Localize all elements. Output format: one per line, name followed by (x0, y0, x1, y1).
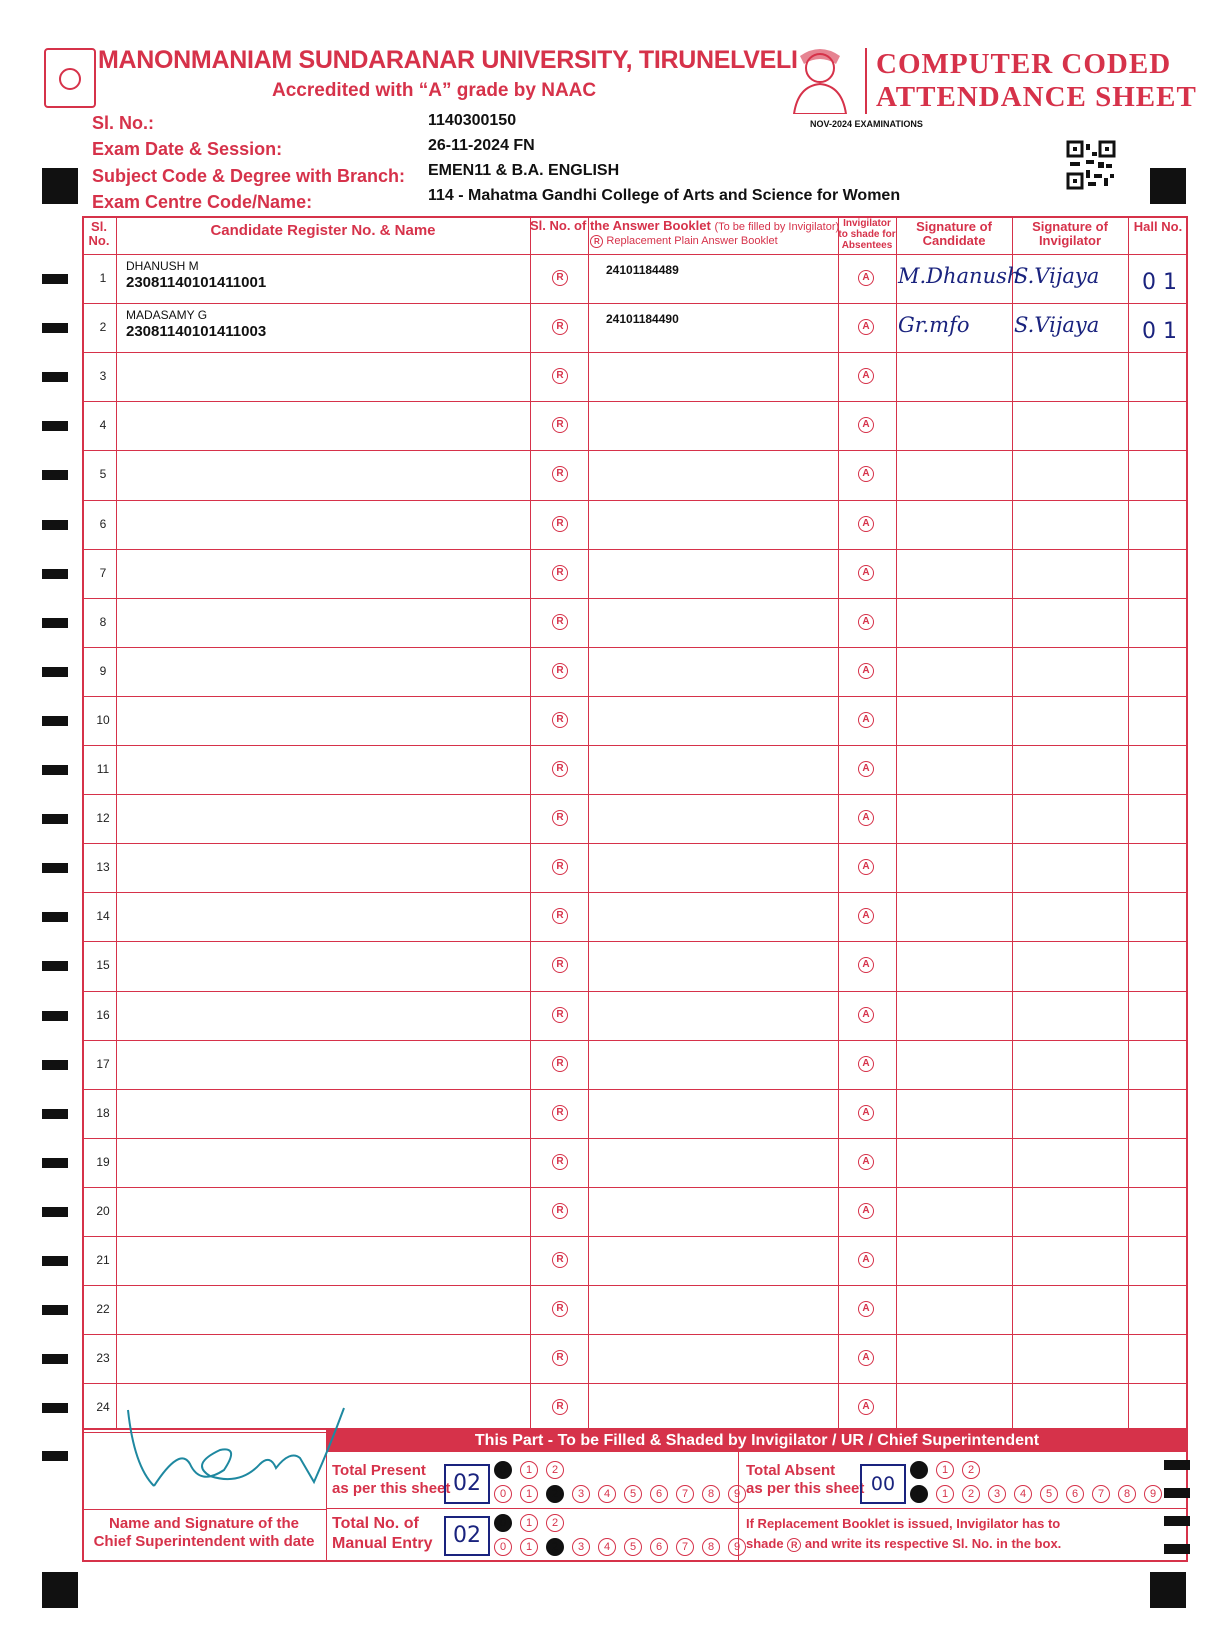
replacement-r-mark[interactable]: R (552, 761, 568, 777)
table-column-divider (838, 216, 839, 1430)
table-column-divider (1128, 216, 1129, 1430)
table-row-divider (82, 1138, 1188, 1139)
row-sl-number: 11 (96, 762, 110, 776)
row-sl-number: 3 (99, 369, 107, 383)
subject-label: Subject Code & Degree with Branch: (92, 166, 406, 186)
table-row-divider (82, 991, 1188, 992)
bubble[interactable]: 2 (546, 1514, 564, 1532)
bubble[interactable]: 3 (572, 1538, 590, 1556)
replacement-r-mark[interactable]: R (552, 1252, 568, 1268)
row-sl-number: 7 (99, 566, 107, 580)
candidate-signature: M.Dhanush (898, 264, 1021, 288)
timing-mark (42, 569, 68, 579)
timing-mark (42, 863, 68, 873)
bubble[interactable]: 7 (676, 1538, 694, 1556)
col-invig-line-3: Absentees (841, 240, 893, 251)
row-sl-number: 19 (96, 1155, 110, 1169)
col-candidate: Candidate Register No. & Name (210, 222, 436, 239)
total-absent-label (746, 1462, 864, 1498)
table-row-divider (82, 843, 1188, 844)
row-sl-number: 8 (99, 615, 107, 629)
bubble[interactable]: 0 (494, 1538, 512, 1556)
university-name: MANONMANIAM SUNDARANAR UNIVERSITY, TIRUNELVELI (98, 46, 798, 74)
total-absent-label-1: Total Absent (746, 1462, 836, 1479)
replacement-r-mark[interactable]: R (552, 712, 568, 728)
present-tens-bubbles[interactable] (494, 1460, 572, 1479)
row-sl-number: 24 (96, 1400, 110, 1414)
total-absent-label-2: as per this sheet (746, 1480, 865, 1497)
timing-mark (42, 470, 68, 480)
registration-mark (42, 1572, 78, 1608)
absent-a-mark[interactable]: A (858, 270, 874, 286)
bubble[interactable]: 4 (1014, 1485, 1032, 1503)
timing-mark (42, 1109, 68, 1119)
timing-mark (42, 1305, 68, 1315)
sl-no-value: 1140300150 (428, 112, 517, 129)
replacement-r-mark[interactable]: R (552, 1203, 568, 1219)
manual-entry-label-1: Total No. of (332, 1515, 419, 1532)
table-row-divider (82, 352, 1188, 353)
col-booklet-sub: R Replacement Plain Answer Booklet (530, 234, 838, 248)
header-divider (865, 48, 867, 114)
bubble[interactable]: 0 (910, 1461, 928, 1479)
absent-a-mark[interactable]: A (858, 1203, 874, 1219)
registration-mark (1150, 1572, 1186, 1608)
founder-portrait-icon (788, 46, 852, 114)
table-row-divider (82, 1040, 1188, 1041)
col-booklet-sub-text: Replacement Plain Answer Booklet (606, 235, 778, 247)
bubble[interactable]: 6 (650, 1538, 668, 1556)
replacement-r-mark[interactable]: R (552, 810, 568, 826)
timing-mark (1164, 1516, 1190, 1526)
absent-tens-bubbles[interactable] (910, 1460, 988, 1479)
bubble[interactable]: 1 (936, 1461, 954, 1479)
absent-a-mark[interactable]: A (858, 466, 874, 482)
table-row-divider (82, 450, 1188, 451)
manual-entry-label (332, 1514, 432, 1554)
sheet-title-line-2: ATTENDANCE SHEET (876, 81, 1197, 113)
footer-band: This Part - To be Filled & Shaded by Invigilator / UR / Chief Superintendent (326, 1430, 1188, 1452)
r-mark-icon: R (787, 1538, 801, 1552)
bubble[interactable]: 6 (1066, 1485, 1084, 1503)
bubble[interactable]: 1 (936, 1485, 954, 1503)
replacement-r-mark[interactable]: R (552, 319, 568, 335)
absent-a-mark[interactable]: A (858, 810, 874, 826)
attendance-table (82, 216, 1188, 1430)
bubble[interactable]: 2 (962, 1485, 980, 1503)
bubble[interactable]: 0 (494, 1461, 512, 1479)
absent-a-mark[interactable]: A (858, 957, 874, 973)
timing-mark (42, 1011, 68, 1021)
replacement-note (746, 1514, 1061, 1554)
total-present-label (332, 1462, 450, 1498)
candidate-name: MADASAMY G (126, 308, 208, 322)
timing-mark (42, 961, 68, 971)
answer-booklet-no[interactable]: 24101184490 (606, 312, 679, 326)
absent-a-mark[interactable]: A (858, 859, 874, 875)
candidate-register-no: 23081140101411001 (126, 274, 267, 291)
col-sig-candidate: Signature of Candidate (916, 219, 992, 248)
bubble[interactable]: 4 (598, 1485, 616, 1503)
timing-mark (42, 1451, 68, 1461)
table-row-divider (82, 500, 1188, 501)
row-sl-number: 22 (96, 1302, 110, 1316)
candidate-signature: Gr.mfo (898, 313, 970, 337)
table-row-divider (82, 598, 1188, 599)
manual-entry-label-2: Manual Entry (332, 1535, 433, 1552)
bubble[interactable]: 0 (910, 1485, 928, 1503)
bubble[interactable]: 6 (650, 1485, 668, 1503)
col-invigilator-absentees (838, 218, 896, 251)
bubble[interactable]: 5 (624, 1485, 642, 1503)
bubble[interactable]: 5 (624, 1538, 642, 1556)
table-column-divider (588, 216, 589, 1430)
col-sig-invigilator: Signature of Invigilator (1032, 219, 1108, 248)
timing-mark (1164, 1488, 1190, 1498)
bubble[interactable]: 1 (520, 1461, 538, 1479)
footer-divider (82, 1509, 326, 1510)
bubble[interactable]: 5 (1040, 1485, 1058, 1503)
timing-mark (1164, 1460, 1190, 1470)
table-row-divider (82, 794, 1188, 795)
timing-mark (42, 667, 68, 677)
university-logo (44, 48, 96, 108)
total-present-label-1: Total Present (332, 1462, 426, 1479)
timing-mark (42, 814, 68, 824)
timing-mark (1164, 1544, 1190, 1554)
sheet-title (876, 48, 1197, 114)
absent-a-mark[interactable]: A (858, 663, 874, 679)
replacement-r-mark[interactable]: R (552, 516, 568, 532)
timing-mark (42, 520, 68, 530)
replacement-r-mark[interactable]: R (552, 1056, 568, 1072)
present-unit-bubbles[interactable] (494, 1484, 754, 1503)
replacement-r-mark[interactable]: R (552, 466, 568, 482)
absent-a-mark[interactable]: A (858, 1252, 874, 1268)
centre-label: Exam Centre Code/Name: (92, 192, 313, 212)
timing-mark (42, 765, 68, 775)
accreditation-text: Accredited with “A” grade by NAAC (272, 80, 597, 101)
bubble[interactable]: 8 (702, 1485, 720, 1503)
exam-date-label: Exam Date & Session: (92, 139, 283, 159)
table-row-divider (82, 549, 1188, 550)
bubble[interactable]: 3 (572, 1485, 590, 1503)
bubble[interactable]: 3 (988, 1485, 1006, 1503)
absent-a-mark[interactable]: A (858, 1350, 874, 1366)
bubble[interactable]: 7 (676, 1485, 694, 1503)
timing-mark (42, 912, 68, 922)
replacement-r-mark[interactable]: R (552, 614, 568, 630)
col-invig-line-1: Invigilator (843, 218, 891, 229)
absent-a-mark[interactable]: A (858, 908, 874, 924)
absent-a-mark[interactable]: A (858, 565, 874, 581)
absent-a-mark[interactable]: A (858, 417, 874, 433)
registration-mark (1150, 168, 1186, 204)
replacement-note-line-2 (746, 1534, 1061, 1554)
replacement-r-mark[interactable]: R (552, 565, 568, 581)
replacement-r-mark[interactable]: R (552, 270, 568, 286)
replacement-note-line-1: If Replacement Booklet is issued, Invigilator has to (746, 1516, 1061, 1531)
bubble[interactable]: 4 (598, 1538, 616, 1556)
bubble[interactable]: 1 (520, 1485, 538, 1503)
bubble[interactable]: 9 (728, 1538, 746, 1556)
replacement-note-shade: shade (746, 1536, 784, 1551)
row-sl-number: 17 (96, 1057, 110, 1071)
timing-mark (42, 1060, 68, 1070)
table-row-divider (82, 1383, 1188, 1384)
bubble[interactable]: 0 (494, 1485, 512, 1503)
timing-mark (42, 1256, 68, 1266)
absent-a-mark[interactable]: A (858, 368, 874, 384)
total-present-box[interactable]: 02 (444, 1464, 490, 1504)
bubble[interactable]: 9 (1144, 1485, 1162, 1503)
table-row-divider (82, 303, 1188, 304)
centre-value: 114 - Mahatma Gandhi College of Arts and Science for Women (428, 187, 901, 204)
bubble[interactable]: 2 (962, 1461, 980, 1479)
timing-mark (42, 274, 68, 284)
absent-a-mark[interactable]: A (858, 1301, 874, 1317)
timing-mark (42, 421, 68, 431)
absent-a-mark[interactable]: A (858, 319, 874, 335)
manual-unit-bubbles[interactable] (494, 1537, 754, 1556)
table-row-divider (82, 1089, 1188, 1090)
exam-session-label: NOV-2024 EXAMINATIONS (810, 119, 923, 129)
table-row-divider (82, 1187, 1188, 1188)
replacement-r-mark[interactable]: R (552, 368, 568, 384)
table-row-divider (82, 696, 1188, 697)
timing-mark (42, 1354, 68, 1364)
row-sl-number: 20 (96, 1204, 110, 1218)
bubble[interactable]: 9 (728, 1485, 746, 1503)
row-sl-number: 21 (96, 1253, 110, 1267)
absent-a-mark[interactable]: A (858, 761, 874, 777)
replacement-r-mark[interactable]: R (552, 1105, 568, 1121)
hall-no[interactable]: 0 1 (1142, 270, 1177, 295)
sl-no-label: Sl. No.: (92, 113, 154, 133)
row-sl-number: 6 (99, 517, 107, 531)
row-sl-number: 13 (96, 860, 110, 874)
footer-divider (326, 1508, 1188, 1509)
timing-mark (42, 1158, 68, 1168)
col-sl: Sl. No. (88, 219, 110, 248)
row-sl-number: 18 (96, 1106, 110, 1120)
bubble[interactable]: 2 (546, 1461, 564, 1479)
replacement-r-mark[interactable]: R (552, 859, 568, 875)
table-column-divider (1012, 216, 1013, 1430)
absent-a-mark[interactable]: A (858, 1056, 874, 1072)
invigilator-signature: S.Vijaya (1014, 264, 1100, 288)
absent-a-mark[interactable]: A (858, 614, 874, 630)
manual-tens-bubbles[interactable] (494, 1513, 572, 1532)
timing-mark (42, 372, 68, 382)
row-sl-number: 9 (99, 664, 107, 678)
absent-a-mark[interactable]: A (858, 516, 874, 532)
absent-a-mark[interactable]: A (858, 1007, 874, 1023)
table-row-divider (82, 745, 1188, 746)
absent-a-mark[interactable]: A (858, 1154, 874, 1170)
absent-a-mark[interactable]: A (858, 712, 874, 728)
hall-no[interactable]: 0 1 (1142, 319, 1177, 344)
table-row-divider (82, 892, 1188, 893)
registration-mark (42, 168, 78, 204)
answer-booklet-no[interactable]: 24101184489 (606, 263, 679, 277)
timing-mark (42, 716, 68, 726)
table-row-divider (82, 1236, 1188, 1237)
row-sl-number: 5 (99, 467, 107, 481)
timing-mark (42, 1403, 68, 1413)
bubble[interactable]: 1 (520, 1514, 538, 1532)
bubble[interactable]: 1 (520, 1538, 538, 1556)
row-sl-number: 12 (96, 811, 110, 825)
chief-label-line-1: Name and Signature of the (108, 1515, 300, 1532)
row-sl-number: 16 (96, 1008, 110, 1022)
row-sl-number: 15 (96, 958, 110, 972)
absent-a-mark[interactable]: A (858, 1399, 874, 1415)
replacement-r-mark[interactable]: R (552, 1399, 568, 1415)
col-booklet (530, 219, 838, 248)
row-sl-number: 23 (96, 1351, 110, 1365)
replacement-r-mark[interactable]: R (552, 908, 568, 924)
col-booklet-title: Sl. No. of the Answer Booklet (530, 218, 711, 233)
bubble[interactable]: 2 (546, 1538, 564, 1556)
row-sl-number: 2 (99, 320, 107, 334)
row-sl-number: 1 (99, 271, 107, 285)
absent-unit-bubbles[interactable] (910, 1484, 1170, 1503)
table-row-divider (82, 254, 1188, 255)
chief-superintendent-signature (120, 1406, 350, 1506)
bubble[interactable]: 2 (546, 1485, 564, 1503)
replacement-r-mark[interactable]: R (552, 417, 568, 433)
replacement-r-mark[interactable]: R (552, 957, 568, 973)
qr-code-icon (1066, 140, 1116, 190)
bubble[interactable]: 0 (494, 1514, 512, 1532)
replacement-r-mark[interactable]: R (552, 1007, 568, 1023)
chief-label-line-2: Chief Superintendent with date (93, 1533, 315, 1550)
col-hall: Hall No. (1133, 219, 1183, 234)
table-row-divider (82, 1334, 1188, 1335)
replacement-r-mark[interactable]: R (552, 1154, 568, 1170)
replacement-note-rest: and write its respective Sl. No. in the box. (804, 1536, 1062, 1551)
timing-mark (42, 618, 68, 628)
table-column-divider (896, 216, 897, 1430)
table-row-divider (82, 941, 1188, 942)
invigilator-signature: S.Vijaya (1014, 313, 1100, 337)
timing-mark (42, 323, 68, 333)
absent-a-mark[interactable]: A (858, 1105, 874, 1121)
manual-entry-box[interactable]: 02 (444, 1516, 490, 1556)
replacement-r-mark[interactable]: R (552, 1301, 568, 1317)
row-sl-number: 4 (99, 418, 107, 432)
table-row-divider (82, 401, 1188, 402)
replacement-r-mark[interactable]: R (552, 663, 568, 679)
bubble[interactable]: 7 (1092, 1485, 1110, 1503)
row-sl-number: 10 (96, 713, 110, 727)
subject-value: EMEN11 & B.A. ENGLISH (428, 162, 620, 179)
total-present-label-2: as per this sheet (332, 1480, 451, 1497)
bubble[interactable]: 8 (702, 1538, 720, 1556)
replacement-r-mark[interactable]: R (552, 1350, 568, 1366)
chief-label (86, 1515, 322, 1551)
table-column-divider (530, 216, 531, 1430)
candidate-register-no: 23081140101411003 (126, 323, 267, 340)
bubble[interactable]: 8 (1118, 1485, 1136, 1503)
exam-date-value: 26-11-2024 FN (428, 137, 535, 154)
col-booklet-note: (To be filled by Invigilator) (714, 221, 840, 233)
candidate-name: DHANUSH M (126, 259, 199, 273)
table-row-divider (82, 1285, 1188, 1286)
timing-mark (42, 1207, 68, 1217)
total-absent-box[interactable]: 00 (860, 1464, 906, 1504)
sheet-title-line-1: COMPUTER CODED (876, 48, 1172, 80)
row-sl-number: 14 (96, 909, 110, 923)
col-invig-line-2: to shade for (838, 229, 896, 240)
table-row-divider (82, 647, 1188, 648)
